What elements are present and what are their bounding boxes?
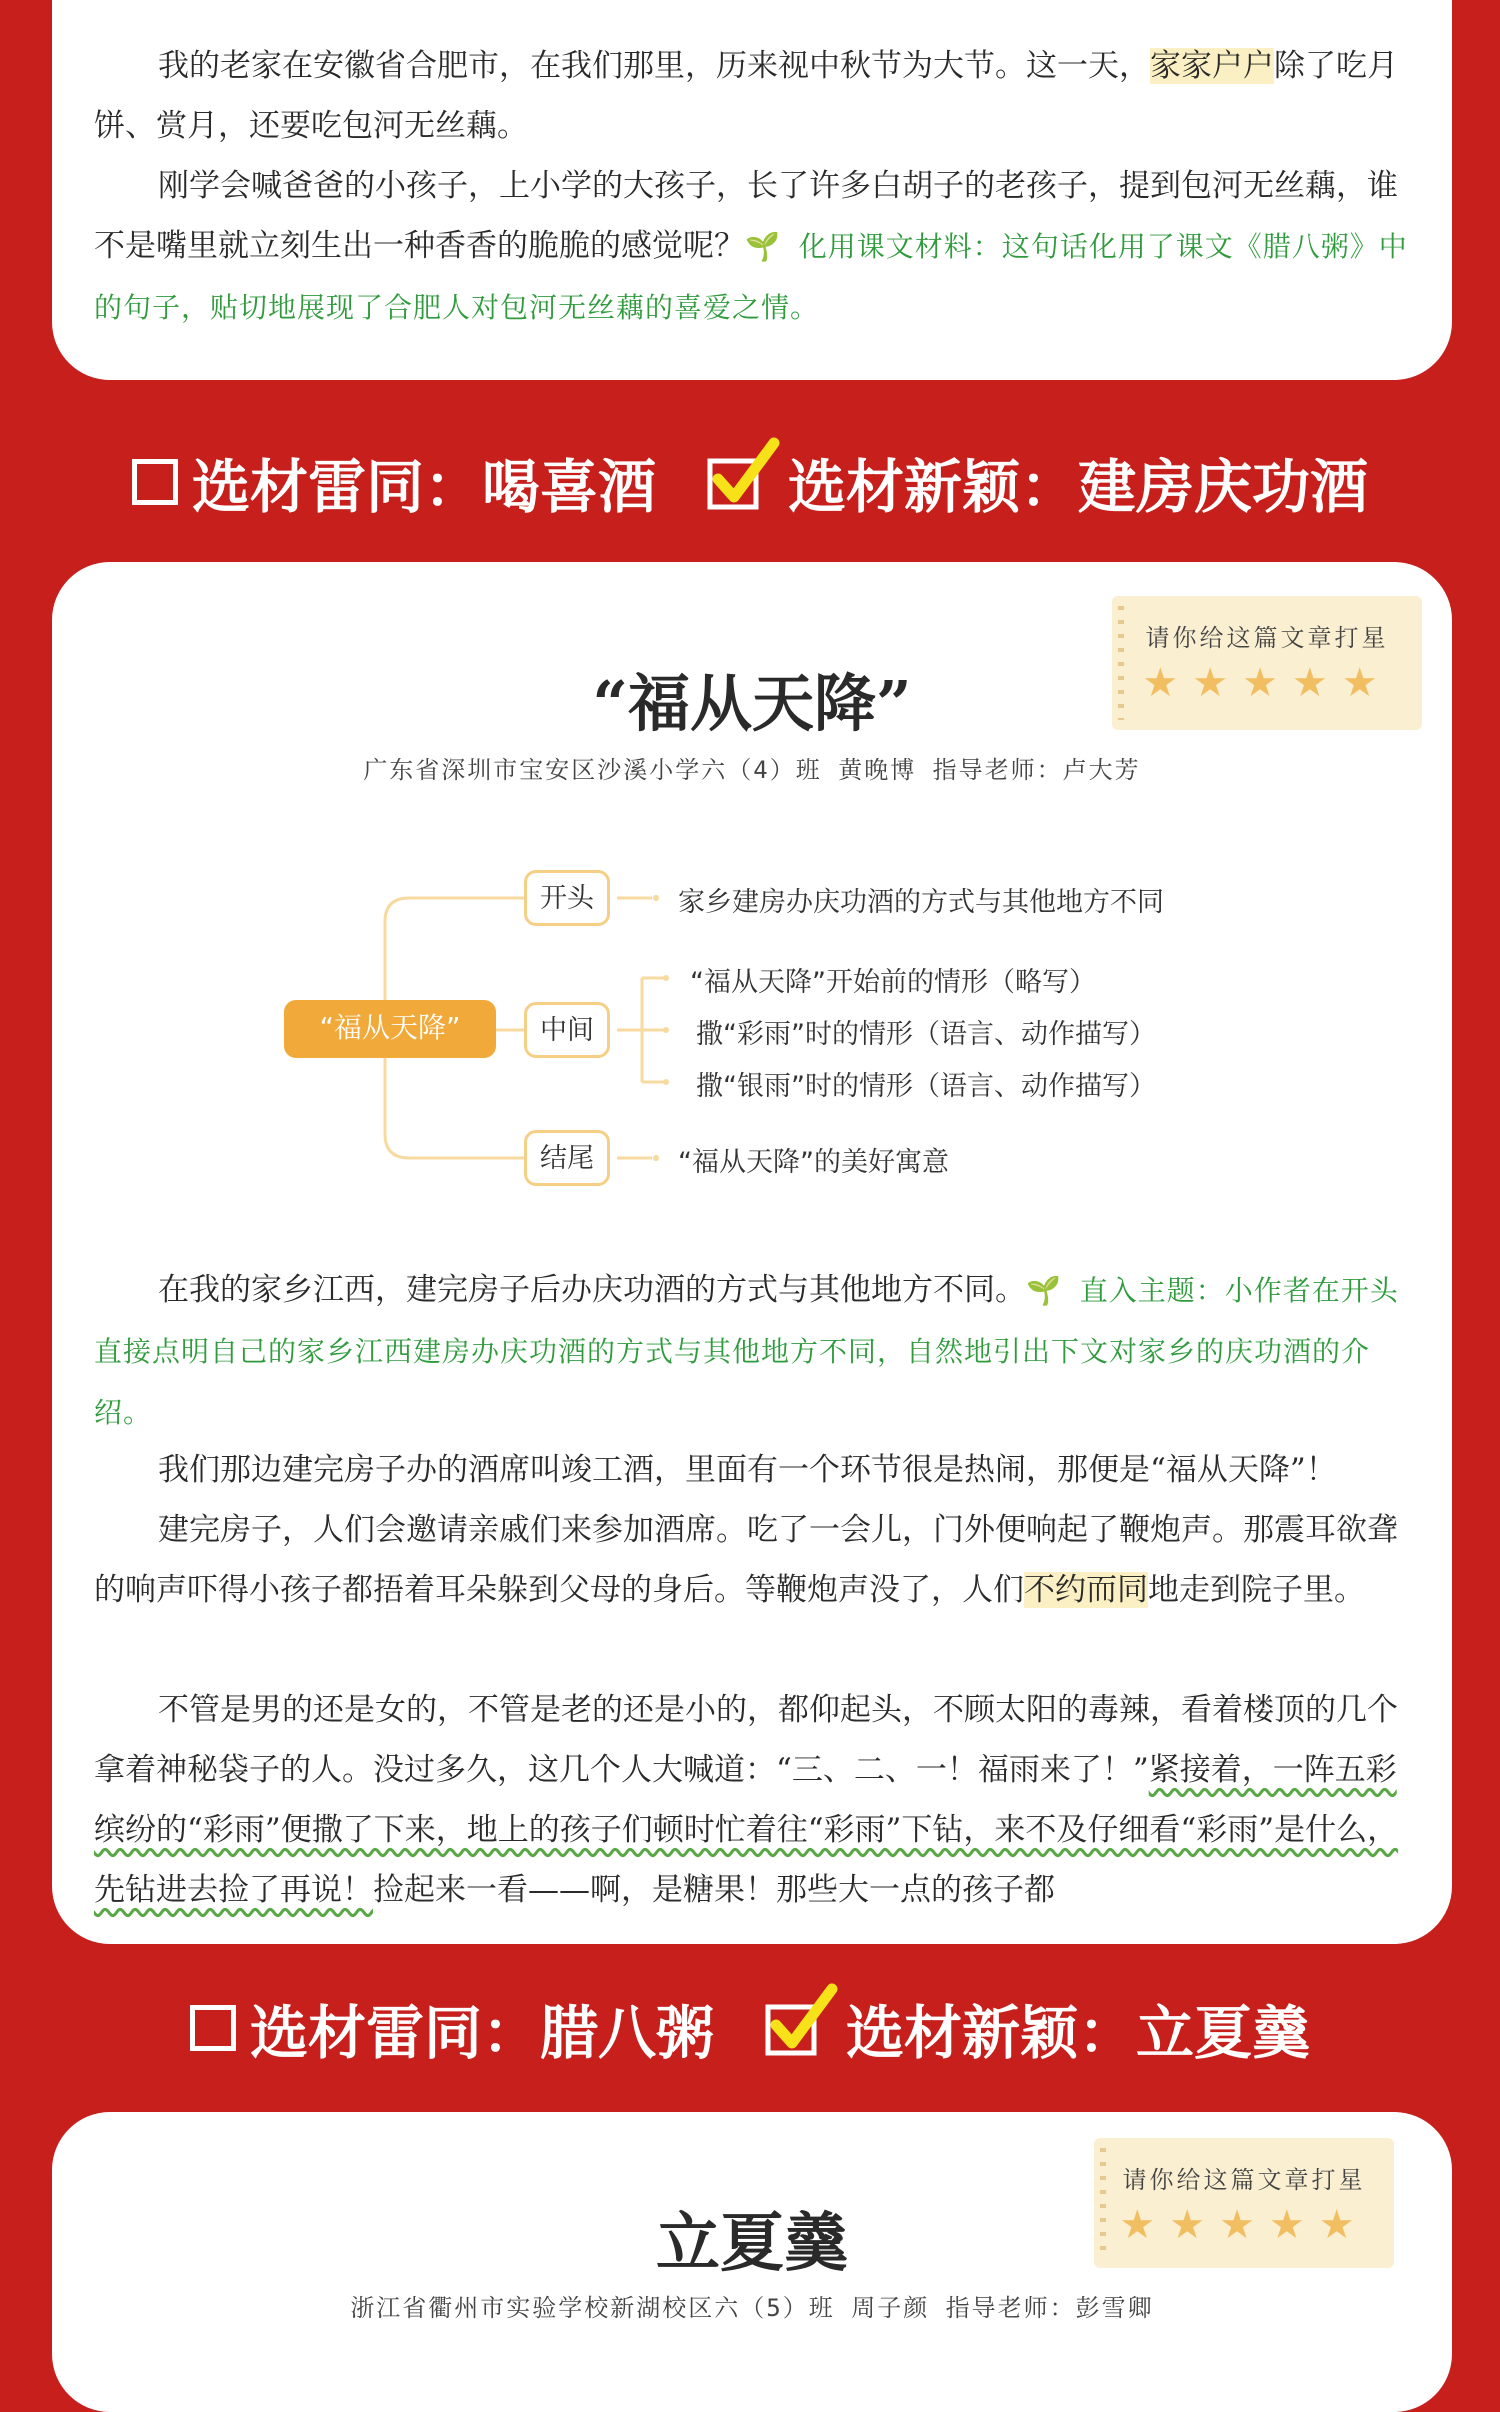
star-icons[interactable]: ★★★★★ <box>1119 2202 1369 2248</box>
article-byline: 浙江省衢州市实验学校新湖校区六（5）班 周子颜 指导老师：彭雪卿 <box>350 2294 1154 2322</box>
article-title: 立夏羹 <box>656 2206 848 2281</box>
mindmap-item: 撒“银雨”时的情形（语言、动作描写） <box>696 1071 1156 1102</box>
essay-card-1 <box>52 0 1452 380</box>
topic-banner-2 <box>0 1982 1500 2074</box>
topic-banner-1 <box>0 436 1500 528</box>
essay-paragraph <box>94 1440 1410 1500</box>
mindmap-item: “福从天降”的美好寓意 <box>678 1147 949 1178</box>
star-icons[interactable]: ★★★★★ <box>1142 660 1392 706</box>
essay-card-3 <box>52 2112 1452 2412</box>
essay-paragraph <box>94 36 1410 156</box>
mindmap-item: 家乡建房办庆功酒的方式与其他地方不同 <box>678 887 1164 918</box>
mindmap-node-ending: 结尾 <box>524 1130 610 1186</box>
paragraph-text: 我的老家在安徽省合肥市，在我们那里，历来视中秋节为大节。这一天， <box>158 48 1150 84</box>
paragraph-text: 刚学会喊爸爸的小孩子，上小学的大孩子，长了许多白胡子的老孩子，提到包河无丝藕，谁不是嘴里就立刻生出一种香香的脆脆的感觉呢？ <box>94 168 1398 264</box>
highlighted-text: 不约而同 <box>1024 1572 1148 1608</box>
new-topic-label: 选材新颖：立夏羹 <box>846 1999 1311 2067</box>
article-title: “福从天降” <box>592 667 912 740</box>
paragraph-text: 捡起来一看——啊，是糖果！那些大一点的孩子都 <box>373 1872 1055 1908</box>
new-topic-label: 选材新颖：建房庆功酒 <box>788 453 1369 521</box>
mindmap-node-middle: 中间 <box>524 1002 610 1058</box>
essay-paragraph <box>94 1500 1410 1620</box>
teacher-annotation: 🌱 直入主题：小作者在开头直接点明自己的家乡江西建房办庆功酒的方式与其他地方不同，自然地引出下文对家乡的庆功酒的介绍。 <box>94 1274 1399 1429</box>
highlighted-text: 紧接着，一阵五彩缤纷的“彩雨”便撒了下来，地上的孩子们顿时忙着往“彩雨”下钻，来不及仔细看“彩雨”是什么，先钻进去捡了再说！ <box>94 1752 1399 1908</box>
mindmap-root: “福从天降” <box>284 1000 496 1058</box>
paragraph-text: 不管是男的还是女的，不管是老的还是小的，都仰起头，不顾太阳的毒辣，看着楼顶的几个拿着神秘袋子的人。没过多久，这几个人大喊道：“三、二、一！福雨来了！” <box>94 1692 1398 1788</box>
same-topic-label: 选材雷同：腊八粥 <box>249 1999 714 2067</box>
mindmap-item: “福从天降”开始前的情形（略写） <box>690 967 1096 998</box>
paragraph-text: 建完房子，人们会邀请亲戚们来参加酒席。吃了一会儿，门外便响起了鞭炮声。那震耳欲聋的响声吓得小孩子都捂着耳朵躲到父母的身后。等鞭炮声没了，人们 <box>94 1512 1398 1608</box>
paragraph-text: 除了吃月饼、赏月，还要吃包河无丝藕。 <box>94 48 1398 144</box>
essay-paragraph <box>94 1260 1410 1443</box>
checkbox-empty-icon <box>132 459 178 505</box>
mindmap-item: 撒“彩雨”时的情形（语言、动作描写） <box>696 1019 1156 1050</box>
essay-paragraph <box>94 1680 1410 1920</box>
essay-paragraph <box>94 156 1410 338</box>
checkbox-checked-icon <box>704 445 778 519</box>
paragraph-text: 地走到院子里。 <box>1148 1572 1365 1608</box>
checkbox-checked-icon <box>762 1991 836 2065</box>
paragraph-text: 在我的家乡江西，建完房子后办庆功酒的方式与其他地方不同。 <box>158 1272 1026 1308</box>
highlighted-text: 家家户户 <box>1150 48 1274 84</box>
checkbox-empty-icon <box>190 2005 236 2051</box>
essay-card-2 <box>52 562 1452 1944</box>
article-byline: 广东省深圳市宝安区沙溪小学六（4）班 黄晚博 指导老师：卢大芳 <box>363 756 1141 784</box>
rating-label: 请你给这篇文章打星 <box>1122 2166 1366 2194</box>
teacher-annotation: 🌱 化用课文材料：这句话化用了课文《腊八粥》中的句子，贴切地展现了合肥人对包河无丝藕的喜爱之情。 <box>94 230 1408 324</box>
same-topic-label: 选材雷同：喝喜酒 <box>191 453 656 521</box>
rating-label: 请你给这篇文章打星 <box>1145 624 1389 652</box>
paragraph-text: 我们那边建完房子办的酒席叫竣工酒，里面有一个环节很是热闹，那便是“福从天降”！ <box>158 1452 1337 1488</box>
mindmap-node-opening: 开头 <box>524 870 610 926</box>
